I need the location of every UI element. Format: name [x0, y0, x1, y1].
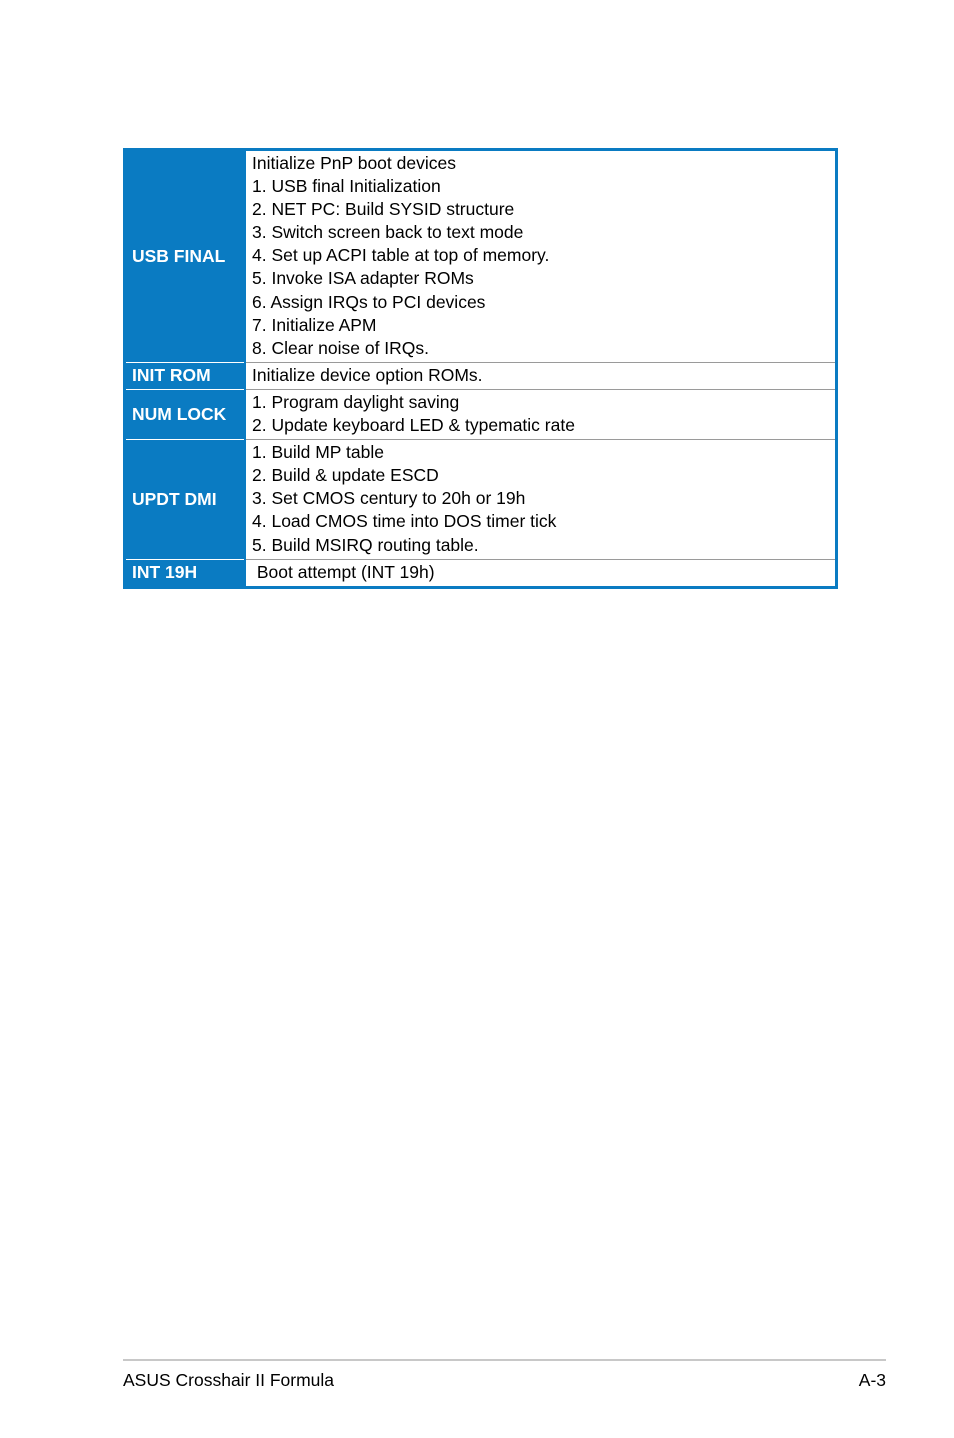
row-description [245, 389, 835, 439]
table-row [126, 362, 835, 389]
table-row [126, 440, 835, 559]
description-line: 6. Assign IRQs to PCI devices [252, 291, 486, 312]
description-line: 2. Build & update ESCD [252, 465, 439, 486]
description-line: Initialize PnP boot devices [252, 153, 456, 173]
description-line: 1. USB final Initialization [252, 176, 441, 197]
footer-product-name: ASUS Crosshair II Formula [123, 1370, 335, 1390]
description-line: 8. Clear noise of IRQs. [252, 337, 430, 358]
description-line: 2. NET PC: Build SYSID structure [252, 199, 515, 220]
row-description [245, 559, 835, 586]
description-line: 1. Build MP table [252, 442, 384, 463]
description-line: Initialize device option ROMs. [252, 364, 483, 385]
description-line: 3. Switch screen back to text mode [252, 222, 524, 243]
description-line: 5. Invoke ISA adapter ROMs [252, 268, 474, 289]
row-description [245, 440, 835, 559]
description-line: 7. Initialize APM [252, 314, 377, 335]
footer-page-number: A-3 [858, 1370, 886, 1390]
row-code-int-19h: INT 19H [126, 559, 245, 586]
description-line: 5. Build MSIRQ routing table. [252, 534, 479, 555]
description-line: 1. Program daylight saving [252, 391, 460, 412]
table-row [126, 559, 835, 586]
table-row [126, 389, 835, 439]
table-row [126, 151, 835, 362]
row-code-init-rom: INIT ROM [126, 362, 245, 389]
description-line: Boot attempt (INT 19h) [252, 561, 435, 582]
description-line: 3. Set CMOS century to 20h or 19h [252, 488, 526, 509]
row-code-usb-final: USB FINAL [126, 151, 245, 362]
description-line: 4. Set up ACPI table at top of memory. [252, 245, 550, 266]
row-description [245, 151, 835, 362]
post-code-table-grid [126, 151, 835, 586]
description-line: 2. Update keyboard LED & typematic rate [252, 415, 575, 436]
post-code-table [123, 148, 838, 589]
row-code-updt-dmi: UPDT DMI [126, 440, 245, 559]
row-description [245, 362, 835, 389]
description-line: 4. Load CMOS time into DOS timer tick [252, 511, 557, 532]
footer-divider [123, 1359, 886, 1361]
row-code-num-lock: NUM LOCK [126, 389, 245, 439]
